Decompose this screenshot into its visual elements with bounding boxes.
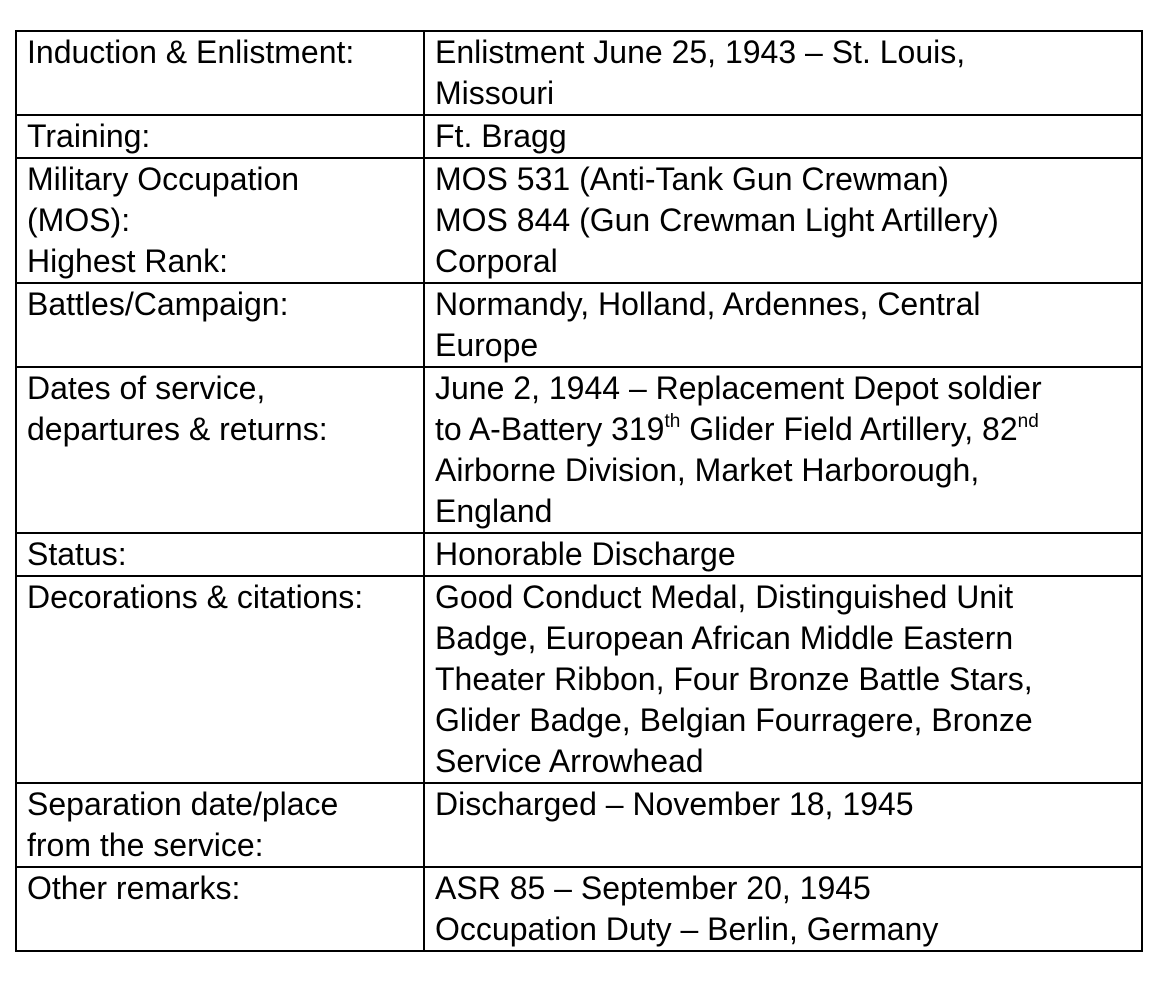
remarks-label: Other remarks:	[27, 870, 241, 906]
induction-value-line: Enlistment June 25, 1943 – St. Louis,	[435, 34, 966, 70]
table-row	[16, 367, 1142, 533]
mos-value-line: MOS 844 (Gun Crewman Light Artillery)	[435, 202, 999, 238]
dates-value-text: Glider Field Artillery, 82	[680, 411, 1018, 447]
remarks-value-cell	[424, 867, 1142, 951]
training-label: Training:	[27, 118, 151, 154]
induction-label: Induction & Enlistment:	[27, 34, 355, 70]
dates-value-line: England	[435, 493, 553, 529]
mos-label-line: (MOS):	[27, 202, 131, 238]
service-record-table	[15, 30, 1143, 952]
ordinal-superscript: th	[664, 411, 681, 432]
separation-label-cell	[16, 783, 424, 867]
decorations-value-line: Badge, European African Middle Eastern	[435, 620, 1014, 656]
decorations-value-cell	[424, 576, 1142, 783]
dates-value-cell	[424, 367, 1142, 533]
status-value-cell	[424, 533, 1142, 576]
battles-value-line: Normandy, Holland, Ardennes, Central	[435, 286, 981, 322]
ordinal-superscript: nd	[1017, 411, 1039, 432]
decorations-value-line: Good Conduct Medal, Distinguished Unit	[435, 579, 1014, 615]
training-label-cell	[16, 115, 424, 158]
mos-label-cell	[16, 158, 424, 283]
induction-value-line: Missouri	[435, 75, 555, 111]
status-value-line: Honorable Discharge	[435, 536, 736, 572]
induction-value-cell	[424, 31, 1142, 115]
induction-label-cell	[16, 31, 424, 115]
dates-label-cell	[16, 367, 424, 533]
table-row	[16, 783, 1142, 867]
decorations-label: Decorations & citations:	[27, 579, 364, 615]
remarks-value-line: Occupation Duty – Berlin, Germany	[435, 911, 939, 947]
training-value-cell	[424, 115, 1142, 158]
dates-value-line: June 2, 1944 – Replacement Depot soldier	[435, 370, 1042, 406]
table-row	[16, 576, 1142, 783]
mos-label-line: Military Occupation	[27, 161, 300, 197]
status-label: Status:	[27, 536, 127, 572]
table-row	[16, 867, 1142, 951]
dates-value-line	[435, 409, 1131, 450]
table-row	[16, 115, 1142, 158]
dates-value-line: Airborne Division, Market Harborough,	[435, 452, 980, 488]
dates-label-line: Dates of service,	[27, 370, 266, 406]
separation-value-line: Discharged – November 18, 1945	[435, 786, 914, 822]
decorations-value-line: Glider Badge, Belgian Fourragere, Bronze	[435, 702, 1033, 738]
separation-value-cell	[424, 783, 1142, 867]
table-row	[16, 533, 1142, 576]
decorations-value-line: Service Arrowhead	[435, 743, 704, 779]
table-row	[16, 283, 1142, 367]
battles-value-cell	[424, 283, 1142, 367]
rank-value-line: Corporal	[435, 243, 558, 279]
status-label-cell	[16, 533, 424, 576]
decorations-value-line: Theater Ribbon, Four Bronze Battle Stars,	[435, 661, 1033, 697]
rank-label-line: Highest Rank:	[27, 243, 228, 279]
table-row	[16, 31, 1142, 115]
battles-label: Battles/Campaign:	[27, 286, 289, 322]
dates-label-line: departures & returns:	[27, 411, 328, 447]
table-row	[16, 158, 1142, 283]
battles-value-line: Europe	[435, 327, 539, 363]
mos-value-line: MOS 531 (Anti-Tank Gun Crewman)	[435, 161, 949, 197]
mos-value-cell	[424, 158, 1142, 283]
remarks-label-cell	[16, 867, 424, 951]
dates-value-text: to A-Battery 319	[435, 411, 665, 447]
remarks-value-line: ASR 85 – September 20, 1945	[435, 870, 871, 906]
separation-label-line: from the service:	[27, 827, 264, 863]
separation-label-line: Separation date/place	[27, 786, 339, 822]
training-value-line: Ft. Bragg	[435, 118, 567, 154]
decorations-label-cell	[16, 576, 424, 783]
battles-label-cell	[16, 283, 424, 367]
